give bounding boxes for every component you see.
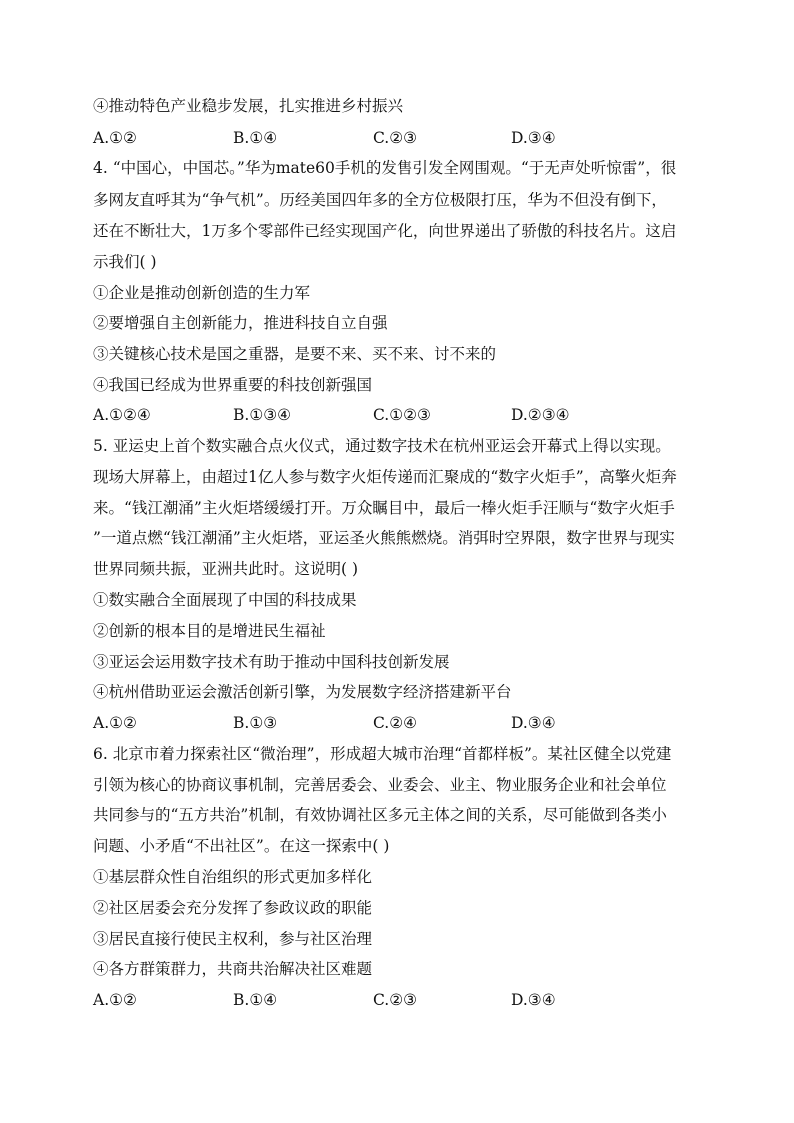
q4-item-3: ③关键核心技术是国之重器，是要不来、买不来、讨不来的 [93,345,497,363]
q5-option-d: D.③④ [511,714,556,732]
q6-stem-line-2: 引领为核心的协商议事机制，完善居委会、业委会、业主、物业服务企业和社会单位 [93,776,667,794]
q6-stem-line-4: 问题、小矛盾“不出社区”。在这一探索中( ) [93,837,390,855]
q5-stem-line-2: 现场大屏幕上，由超过1亿人参与数字火炬传递而汇聚成的“数字火炬手”，高擎火炬奔 [93,468,677,486]
q4-option-c: C.①②③ [373,406,431,424]
q6-stem-line-1: 6. 北京市着力探索社区“微治理”，形成超大城市治理“首都样板”。某社区健全以党建 [93,745,672,763]
q5-stem-line-4: ”一道点燃“钱江潮涌”主火炬塔，亚运圣火熊熊燃烧。消弭时空界限，数字世界与现实 [93,529,675,547]
q6-option-a: A.①② [93,991,137,1009]
q3-option-b: B.①④ [233,129,278,147]
q3-option-d: D.③④ [511,129,556,147]
q5-option-a: A.①② [93,714,137,732]
q5-option-b: B.①③ [233,714,278,732]
q5-option-c: C.②④ [373,714,418,732]
q5-stem-line-5: 世界同频共振，亚洲共此时。这说明( ) [93,560,359,578]
q6-item-1: ①基层群众性自治组织的形式更加多样化 [93,868,373,886]
q6-option-c: C.②③ [373,991,418,1009]
q6-item-4: ④各方群策群力，共商共治解决社区难题 [93,960,373,978]
q5-item-1: ①数实融合全面展现了中国的科技成果 [93,591,357,609]
q4-option-b: B.①③④ [233,406,292,424]
q4-stem-line-1: 4. “中国心，中国芯。”华为mate60手机的发售引发全网围观。“于无声处听惊雷”，很 [93,159,677,177]
q6-option-d: D.③④ [511,991,556,1009]
q4-option-a: A.①②④ [93,406,151,424]
q6-item-2: ②社区居委会充分发挥了参政议政的职能 [93,899,373,917]
q5-item-4: ④杭州借助亚运会激活创新引擎，为发展数字经济搭建新平台 [93,683,512,701]
q3-option-c: C.②③ [373,129,418,147]
q3-item-4: ④推动特色产业稳步发展，扎实推进乡村振兴 [93,97,404,115]
q4-item-1: ①企业是推动创新创造的生力军 [93,284,311,302]
q4-stem-line-2: 多网友直呼其为“争气机”。历经美国四年多的全方位极限打压，华为不但没有倒下， [93,191,667,209]
q5-stem-line-3: 来。“钱江潮涌”主火炬塔缓缓打开。万众瞩目中，最后一棒火炬手汪顺与“数字火炬手 [93,499,675,517]
q5-item-3: ③亚运会运用数字技术有助于推动中国科技创新发展 [93,653,450,671]
q5-stem-line-1: 5. 亚运史上首个数实融合点火仪式，通过数字技术在杭州亚运会开幕式上得以实现。 [93,437,671,455]
q4-item-4: ④我国已经成为世界重要的科技创新强国 [93,376,373,394]
q6-option-b: B.①④ [233,991,278,1009]
q5-item-2: ②创新的根本目的是增进民生福祉 [93,622,326,640]
q4-stem-line-3: 还在不断壮大，1万多个零部件已经实现国产化，向世界递出了骄傲的科技名片。这启 [93,222,677,240]
q4-item-2: ②要增强自主创新能力，推进科技自立自强 [93,314,388,332]
q4-option-d: D.②③④ [511,406,570,424]
q6-stem-line-3: 共同参与的“五方共治”机制，有效协调社区多元主体之间的关系，尽可能做到各类小 [93,806,667,824]
q4-stem-line-4: 示我们( ) [93,253,157,271]
q6-item-3: ③居民直接行使民主权利，参与社区治理 [93,930,373,948]
q3-option-a: A.①② [93,129,137,147]
